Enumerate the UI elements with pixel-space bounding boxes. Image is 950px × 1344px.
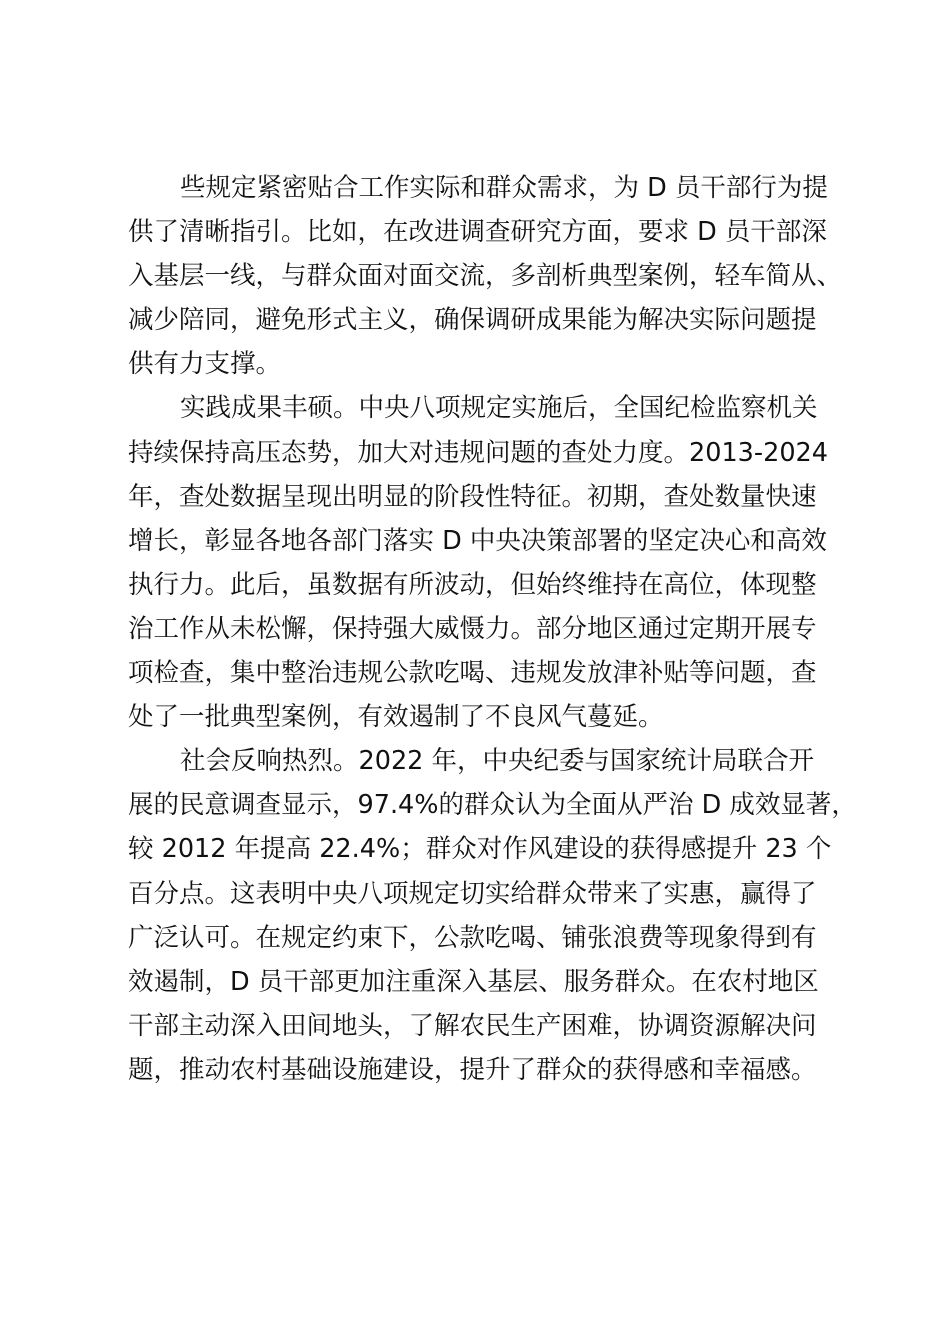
text-line: 些规定紧密贴合工作实际和群众需求，为 D 员干部行为提 xyxy=(180,173,828,203)
text-line: 百分点。这表明中央八项规定切实给群众带来了实惠，赢得了 xyxy=(128,878,817,909)
text-line: 入基层一线，与群众面对面交流，多剖析典型案例，轻车简从、 xyxy=(128,261,843,292)
text-line: 供有力支撑。 xyxy=(128,349,282,380)
text-line: 展的民意调查显示，97.4%的群众认为全面从严治 D 成效显著， xyxy=(128,790,857,821)
paragraph-continuation xyxy=(128,166,868,386)
document-body xyxy=(128,166,868,1092)
text-line: 效遏制，D 员干部更加注重深入基层、服务群众。在农村地区 xyxy=(128,966,819,997)
paragraph-social-response xyxy=(128,739,868,1092)
text-line: 题，推动农村基础设施建设，提升了群众的获得感和幸福感。 xyxy=(128,1054,817,1085)
text-line: 供了清晰指引。比如，在改进调查研究方面，要求 D 员干部深 xyxy=(128,217,827,248)
text-line: 干部主动深入田间地头，了解农民生产困难，协调资源解决问 xyxy=(128,1010,817,1041)
text-line: 增长，彰显各地各部门落实 D 中央决策部署的坚定决心和高效 xyxy=(128,525,827,556)
text-line: 实践成果丰硕。中央八项规定实施后，全国纪检监察机关 xyxy=(180,393,818,424)
text-line: 年，查处数据呈现出明显的阶段性特征。初期，查处数量快速 xyxy=(128,481,817,512)
text-line: 治工作从未松懈，保持强大威慑力。部分地区通过定期开展专 xyxy=(128,613,817,644)
text-line: 社会反响热烈。2022 年，中央纪委与国家统计局联合开 xyxy=(180,746,815,777)
text-line: 处了一批典型案例，有效遏制了不良风气蔓延。 xyxy=(128,702,664,733)
text-line: 项检查，集中整治违规公款吃喝、违规发放津补贴等问题，查 xyxy=(128,658,817,689)
text-line: 执行力。此后，虽数据有所波动，但始终维持在高位，体现整 xyxy=(128,569,817,600)
text-line: 较 2012 年提高 22.4%；群众对作风建设的获得感提升 23 个 xyxy=(128,834,832,865)
text-line: 减少陪同，避免形式主义，确保调研成果能为解决实际问题提 xyxy=(128,305,817,336)
paragraph-practice-results xyxy=(128,386,868,739)
text-line: 广泛认可。在规定约束下，公款吃喝、铺张浪费等现象得到有 xyxy=(128,922,817,953)
text-line: 持续保持高压态势，加大对违规问题的查处力度。2013-2024 xyxy=(128,437,828,468)
